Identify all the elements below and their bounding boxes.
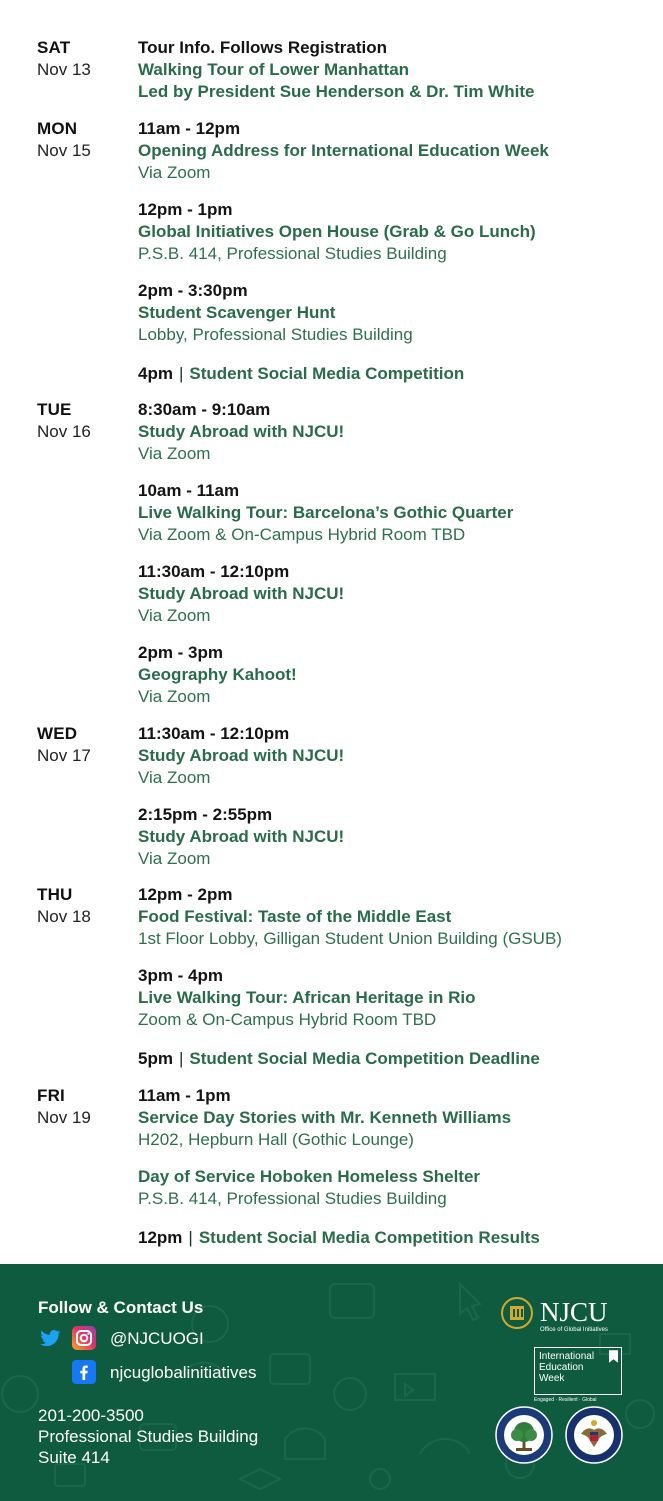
event-item — [138, 723, 648, 789]
event-title: Geography Kahoot! — [138, 665, 297, 684]
event-time: 12pm - 2pm — [138, 885, 233, 904]
event-time: 12pm — [138, 1228, 183, 1247]
event-item — [138, 199, 648, 265]
day-date: Nov 16 — [37, 422, 91, 441]
event-item — [138, 1085, 648, 1151]
event-title: Student Social Media Competition — [189, 364, 465, 383]
event-item — [138, 965, 648, 1031]
facebook-page-name[interactable]: njcuglobalinitiatives — [110, 1363, 257, 1382]
address-line-1: Professional Studies Building — [38, 1427, 259, 1446]
event-time: 10am - 11am — [138, 481, 240, 500]
separator: | — [178, 364, 184, 383]
day-date: Nov 17 — [37, 746, 91, 765]
event-location: Via Zoom — [138, 687, 211, 706]
event-location: P.S.B. 414, Professional Studies Building — [138, 244, 447, 263]
event-location: Via Zoom — [138, 444, 211, 463]
event-title: Day of Service Hoboken Homeless Shelter — [138, 1167, 481, 1186]
day-date: Nov 19 — [37, 1108, 91, 1127]
day-abbr: TUE — [37, 400, 72, 419]
event-time: 5pm — [138, 1049, 173, 1068]
day-label-mon — [37, 118, 91, 162]
event-item — [138, 118, 648, 184]
event-title: Study Abroad with NJCU! — [138, 827, 345, 846]
event-location: Via Zoom — [138, 606, 211, 625]
event-title: Global Initiatives Open House (Grab & Go Lunch) — [138, 222, 536, 241]
event-time: 4pm — [138, 364, 173, 383]
event-title: Service Day Stories with Mr. Kenneth Williams — [138, 1108, 512, 1127]
address-line-2: Suite 414 — [38, 1448, 110, 1467]
event-item-inline — [138, 1227, 648, 1249]
event-location: 1st Floor Lobby, Gilligan Student Union Building (GSUB) — [138, 929, 562, 948]
bookmark-icon — [609, 1350, 618, 1363]
badge-line-2: Education — [539, 1362, 584, 1373]
event-item — [138, 561, 648, 627]
njcu-subtext: Office of Global Initiatives — [540, 1327, 608, 1333]
event-time: 11am - 12pm — [138, 119, 241, 138]
event-title: Student Social Media Competition Deadline — [189, 1049, 540, 1068]
event-time: 11am - 1pm — [138, 1086, 231, 1105]
event-time: Tour Info. Follows Registration — [138, 38, 388, 57]
event-title: Study Abroad with NJCU! — [138, 584, 345, 603]
day-abbr: WED — [37, 724, 78, 743]
social-handle[interactable]: @NJCUOGI — [110, 1329, 204, 1348]
twitter-icon[interactable] — [38, 1326, 62, 1350]
day-label-fri — [37, 1085, 91, 1129]
event-item — [138, 1166, 648, 1210]
event-item — [138, 480, 648, 546]
event-time: 8:30am - 9:10am — [138, 400, 271, 419]
facebook-icon[interactable] — [72, 1360, 96, 1384]
badge-line-3: Week — [539, 1373, 565, 1384]
event-item — [138, 280, 648, 346]
event-item-inline — [138, 1048, 648, 1070]
badge-line-1: International — [539, 1351, 595, 1362]
event-location: Via Zoom — [138, 849, 211, 868]
event-item — [138, 804, 648, 870]
day-label-tue — [37, 399, 91, 443]
event-item — [138, 399, 648, 465]
event-location: Lobby, Professional Studies Building — [138, 325, 413, 344]
event-time: 2pm - 3pm — [138, 643, 224, 662]
njcu-logo — [498, 1296, 626, 1340]
event-time: 2:15pm - 2:55pm — [138, 805, 273, 824]
event-item — [138, 37, 648, 103]
day-label-wed — [37, 723, 91, 767]
phone-number[interactable]: 201-200-3500 — [38, 1406, 144, 1425]
day-abbr: THU — [37, 885, 73, 904]
njcu-wordmark: NJCU — [540, 1297, 608, 1327]
event-title: Student Scavenger Hunt — [138, 303, 336, 322]
event-time: 3pm - 4pm — [138, 966, 224, 985]
day-label-thu — [37, 884, 91, 928]
event-item-inline — [138, 363, 648, 385]
separator: | — [188, 1228, 193, 1247]
event-item — [138, 642, 648, 708]
event-title: Opening Address for International Education Week — [138, 141, 549, 160]
day-date: Nov 13 — [37, 60, 91, 79]
event-title: Food Festival: Taste of the Middle East — [138, 907, 452, 926]
day-date: Nov 15 — [37, 141, 91, 160]
event-time: 12pm - 1pm — [138, 200, 233, 219]
day-date: Nov 18 — [37, 907, 91, 926]
day-label-sat — [37, 37, 91, 81]
event-location: Led by President Sue Henderson & Dr. Tim White — [138, 82, 535, 101]
badge-tagline: Engaged · Resilient · Global — [534, 1397, 597, 1403]
international-education-week-badge — [534, 1347, 622, 1395]
event-location: Zoom & On-Campus Hybrid Room TBD — [138, 1010, 437, 1029]
day-abbr: MON — [37, 119, 78, 138]
event-title: Live Walking Tour: Barcelona’s Gothic Quarter — [138, 503, 514, 522]
footer-heading: Follow & Contact Us — [38, 1298, 204, 1317]
event-time: 2pm - 3:30pm — [138, 281, 248, 300]
event-title: Student Social Media Competition Results — [198, 1228, 540, 1247]
instagram-icon[interactable] — [72, 1326, 96, 1350]
event-time: 11:30am - 12:10pm — [138, 562, 290, 581]
event-location: H202, Hepburn Hall (Gothic Lounge) — [138, 1130, 414, 1149]
event-title: Study Abroad with NJCU! — [138, 746, 345, 765]
event-title: Live Walking Tour: African Heritage in Rio — [138, 988, 476, 1007]
event-title: Study Abroad with NJCU! — [138, 422, 345, 441]
department-of-state-seal — [565, 1406, 623, 1464]
event-time: 11:30am - 12:10pm — [138, 724, 290, 743]
event-location: Via Zoom & On-Campus Hybrid Room TBD — [138, 525, 466, 544]
event-title: Walking Tour of Lower Manhattan — [138, 60, 410, 79]
event-location: P.S.B. 414, Professional Studies Building — [138, 1189, 447, 1208]
event-location: Via Zoom — [138, 163, 211, 182]
event-location: Via Zoom — [138, 768, 211, 787]
day-abbr: FRI — [37, 1086, 65, 1105]
separator: | — [178, 1049, 184, 1068]
department-of-education-seal — [495, 1406, 553, 1464]
day-abbr: SAT — [37, 38, 71, 57]
event-item — [138, 884, 648, 950]
